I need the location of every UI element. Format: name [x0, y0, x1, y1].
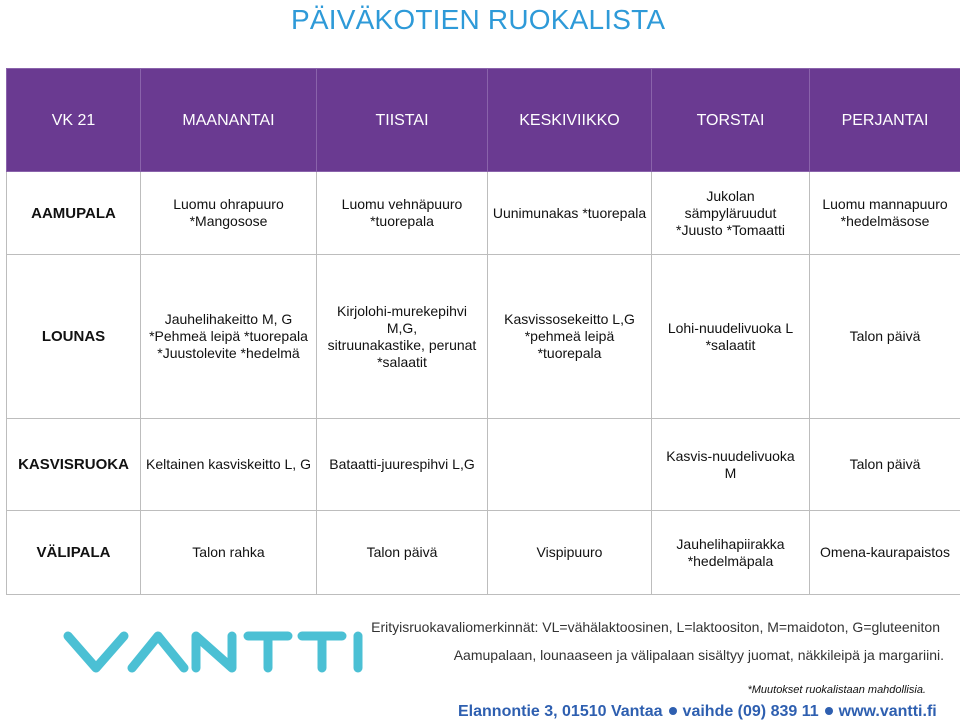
menu-cell: Jauhelihapiirakka *hedelmäpala: [652, 511, 810, 595]
website-link[interactable]: www.vantti.fi: [838, 703, 937, 720]
menu-table: [6, 68, 960, 595]
menu-cell: Vispipuuro: [488, 511, 652, 595]
table-row: [7, 419, 960, 511]
menu-cell: Talon päivä: [317, 511, 488, 595]
week-label: VK 21: [7, 69, 141, 172]
menu-cell: Jauhelihakeitto M, G *Pehmeä leipä *tuorepala *Juustolevite *hedelmä: [141, 255, 317, 419]
meal-label-lunch: LOUNAS: [7, 255, 141, 419]
menu-cell: Luomu vehnäpuuro *tuorepala: [317, 172, 488, 255]
day-header-wednesday: KESKIVIIKKO: [488, 69, 652, 172]
menu-cell: Luomu mannapuuro *hedelmäsose: [810, 172, 960, 255]
address: Elannontie 3, 01510 Vantaa: [458, 703, 663, 720]
menu-cell: Bataatti-juurespihvi L,G: [317, 419, 488, 511]
menu-cell: [488, 419, 652, 511]
day-header-tuesday: TIISTAI: [317, 69, 488, 172]
menu-cell: Luomu ohrapuuro *Mangosose: [141, 172, 317, 255]
menu-cell: Keltainen kasviskeitto L, G: [141, 419, 317, 511]
meal-label-breakfast: AAMUPALA: [7, 172, 141, 255]
phone: vaihde (09) 839 11: [682, 703, 819, 720]
menu-cell: Uunimunakas *tuorepala: [488, 172, 652, 255]
menu-cell: Kasvis-nuudelivuoka M: [652, 419, 810, 511]
menu-cell: Omena-kaurapaistos: [810, 511, 960, 595]
changes-note: *Muutokset ruokalistaan mahdollisia.: [747, 684, 926, 696]
table-row: [7, 511, 960, 595]
contact-info: [458, 703, 937, 721]
menu-cell: Talon päivä: [810, 419, 960, 511]
menu-cell: Talon rahka: [141, 511, 317, 595]
day-header-friday: PERJANTAI: [810, 69, 960, 172]
day-header-thursday: TORSTAI: [652, 69, 810, 172]
menu-cell: Kasvissosekeitto L,G *pehmeä leipä *tuorepala: [488, 255, 652, 419]
menu-cell: Talon päivä: [810, 255, 960, 419]
table-row: [7, 172, 960, 255]
menu-cell: Kirjolohi-murekepihvi M,G, sitruunakastike, perunat *salaatit: [317, 255, 488, 419]
header-row: [7, 69, 960, 172]
meal-label-snack: VÄLIPALA: [7, 511, 141, 595]
menu-cell: Jukolan sämpyläruudut *Juusto *Tomaatti: [652, 172, 810, 255]
diet-legend: Erityisruokavaliomerkinnät: VL=vähälaktoosinen, L=laktoositon, M=maidoton, G=gluteeniton: [371, 619, 940, 635]
meal-label-vegetarian: KASVISRUOKA: [7, 419, 141, 511]
day-header-monday: MAANANTAI: [141, 69, 317, 172]
menu-cell: Lohi-nuudelivuoka L *salaatit: [652, 255, 810, 419]
table-row: [7, 255, 960, 419]
included-items-note: Aamupalaan, lounaaseen ja välipalaan sisältyy juomat, näkkileipä ja margariini.: [453, 647, 944, 663]
vantti-logo-icon: [62, 630, 368, 674]
bullet-icon: [825, 707, 833, 715]
page-title: PÄIVÄKOTIEN RUOKALISTA: [291, 4, 666, 35]
bullet-icon: [669, 707, 677, 715]
